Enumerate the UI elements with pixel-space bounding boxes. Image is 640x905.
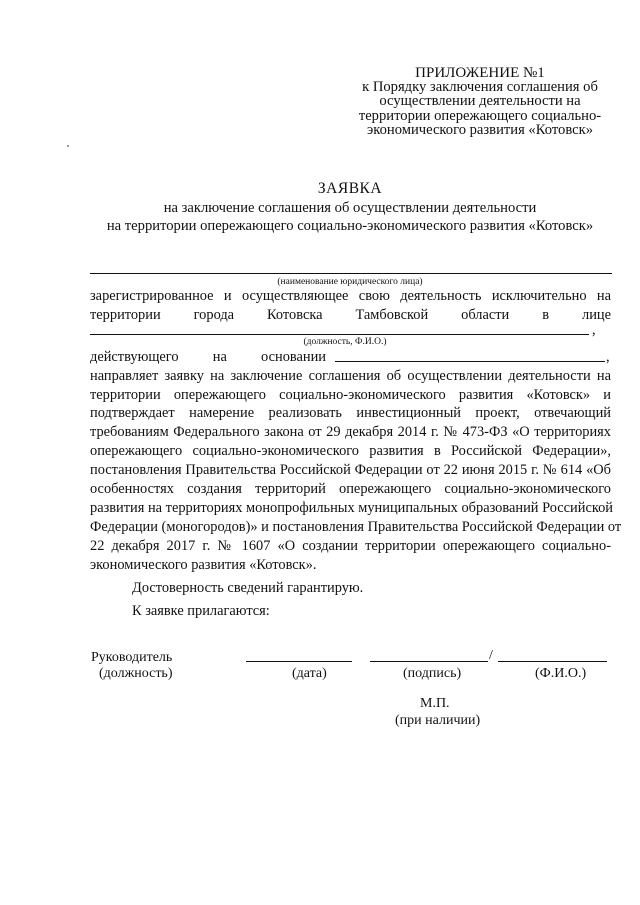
- body-line-12: развития на территориях монопрофильных муниципальных образований Российской: [90, 500, 613, 516]
- date-caption: (дата): [292, 666, 327, 681]
- basis-document-line: [335, 361, 605, 362]
- signature-slash: /: [489, 648, 493, 663]
- position-name-line: [90, 334, 589, 335]
- body-line-13: Федерации (моногородов)» и постановления Правительства Российской Федерации от: [90, 519, 622, 535]
- basis-line-comma: ,: [606, 349, 610, 365]
- head-label: Руководитель: [91, 650, 173, 665]
- attachments-heading: К заявке прилагаются:: [132, 603, 270, 619]
- subtitle-line-1: на заключение соглашения об осуществлении деятельности: [163, 200, 537, 216]
- legal-entity-name-line: [90, 273, 612, 274]
- body-line-15: экономического развития «Котовск».: [90, 557, 317, 573]
- appendix-line-2: осуществлении деятельности на: [379, 93, 581, 110]
- body-line-10: постановления Правительства Российской Федерации от 22 июня 2015 г. № 614 «Об: [90, 462, 611, 478]
- date-line: [246, 661, 352, 662]
- body-line-6: территории опережающего социально-экономического развития «Котовск» и: [90, 387, 611, 403]
- body-line-9: опережающего социально-экономического развития в Российской Федерации»,: [90, 443, 611, 459]
- appendix-line-3: территории опережающего социально-: [358, 107, 602, 124]
- appendix-block: [330, 66, 630, 137]
- scan-speck: [67, 145, 69, 147]
- signature-line: [370, 661, 488, 662]
- appendix-line-1: к Порядку заключения соглашения об: [362, 79, 598, 96]
- body-line-5: направляет заявку на заключение соглашения об осуществлении деятельности на: [90, 368, 611, 384]
- appendix-line-4: экономического развития «Котовск»: [366, 121, 593, 138]
- legal-entity-caption: (наименование юридического лица): [277, 277, 423, 287]
- body-line-11: особенностях создания территорий опережающего социально-экономического: [90, 481, 611, 497]
- subtitle-line-2: на территории опережающего социально-экономического развития «Котовск»: [106, 218, 594, 234]
- stamp-label: М.П.: [420, 696, 450, 711]
- guarantee-statement: Достоверность сведений гарантирую.: [132, 580, 364, 596]
- body-line-7: подтверждает намерение реализовать инвестиционный проект, отвечающий: [90, 405, 611, 421]
- name-caption: (Ф.И.О.): [535, 666, 587, 681]
- name-line: [498, 661, 607, 662]
- body-line-8: требованиям Федерального закона от 29 декабря 2014 г. № 473-ФЗ «О территориях: [90, 424, 611, 440]
- signature-caption: (подпись): [403, 666, 462, 681]
- body-line-2: территории города Котовска Тамбовской области в лице: [90, 307, 611, 323]
- body-line-4: действующего на основании: [90, 349, 326, 365]
- position-name-caption: (должность, Ф.И.О.): [303, 337, 387, 347]
- position-line-comma: ,: [592, 322, 596, 338]
- appendix-heading: ПРИЛОЖЕНИЕ №1: [415, 65, 545, 81]
- body-line-14: 22 декабря 2017 г. № 1607 «О создании территории опережающего социально-: [90, 538, 611, 554]
- stamp-note: (при наличии): [395, 713, 481, 728]
- position-caption: (должность): [99, 666, 173, 681]
- body-line-1: зарегистрированное и осуществляющее свою деятельность исключительно на: [90, 288, 611, 304]
- document-title: ЗАЯВКА: [317, 180, 383, 197]
